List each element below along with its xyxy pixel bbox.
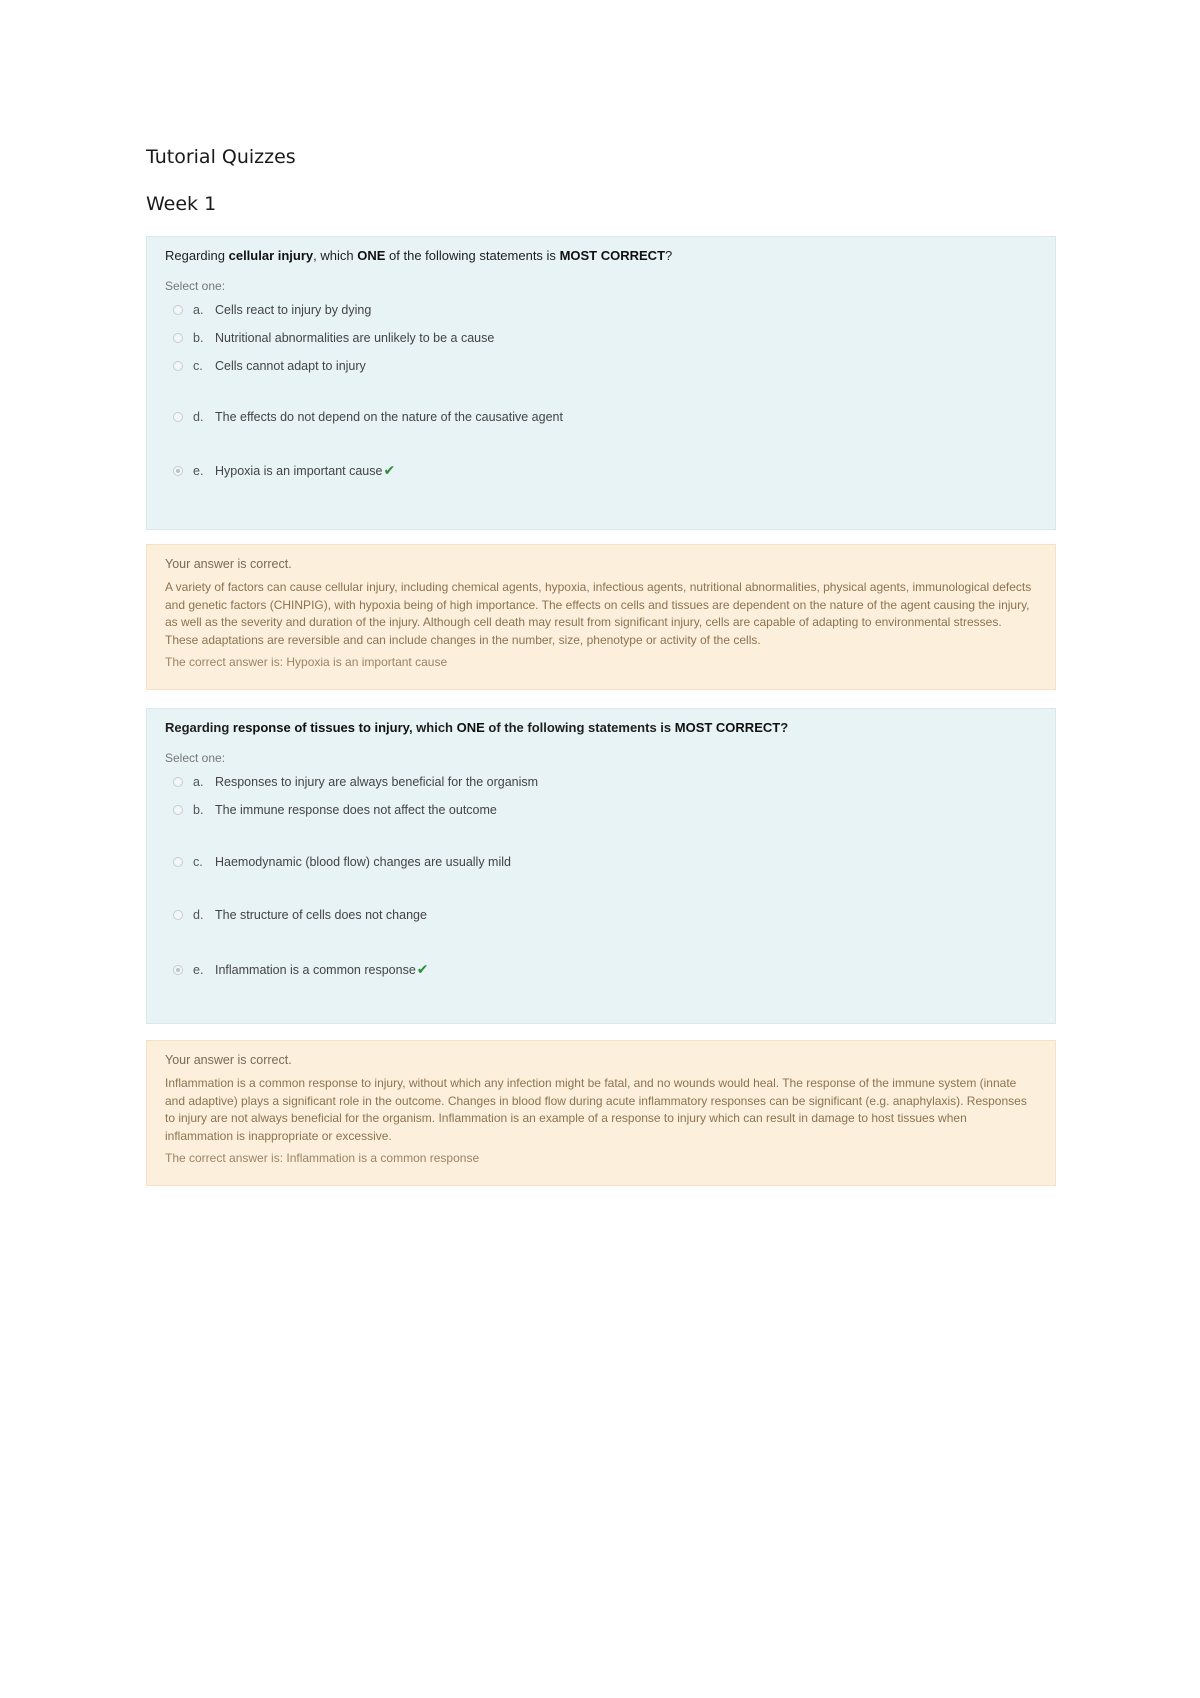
question-text: Regarding response of tissues to injury, which ONE of the following statements is MOST CORRECT?: [165, 720, 789, 735]
option-text: The effects do not depend on the nature of the causative agent: [215, 410, 563, 424]
feedback-explanation: A variety of factors can cause cellular injury, including chemical agents, hypoxia, infectious agents, nutritional abnormalities, physical agents, immunological defects and genetic factors (CHINPIG), with hypoxia being of high importance. The effects on cells and tissues are dependent on the nature of the agent causing the injury, as well as the severity and duration of the injury. Although cell death may result from significant injury, cells are capable of adapting to environmental stresses. These adaptations are reversible and can include changes in the number, size, phenotype or activity of the cells.: [165, 580, 1032, 647]
answer-option-e[interactable]: [173, 462, 395, 479]
check-icon: ✔: [383, 462, 396, 478]
document-subtitle: Week 1: [146, 193, 217, 215]
feedback-explanation: Inflammation is a common response to injury, without which any infection might be fatal, and no wounds would heal. The response of the immune system (innate and adaptive) plays a significant role in the outcome. Changes in blood flow during acute inflammatory responses can be significant (e.g. anaphylaxis). Responses to injury are not always beneficial for the organism. Inflammation is an example of a response to injury which can result in damage to host tissues when inflammation is inappropriate or excessive.: [165, 1076, 1027, 1143]
option-letter: a.: [193, 303, 204, 317]
radio-button[interactable]: [173, 333, 183, 343]
option-letter: c.: [193, 855, 203, 869]
option-letter: d.: [193, 908, 204, 922]
feedback-card-1: [146, 544, 1056, 690]
answer-option-b[interactable]: [173, 803, 497, 817]
radio-button[interactable]: [173, 805, 183, 815]
radio-button[interactable]: [173, 777, 183, 787]
check-icon: ✔: [416, 961, 429, 977]
option-letter: d.: [193, 410, 204, 424]
document-title: Tutorial Quizzes: [146, 146, 296, 168]
radio-button[interactable]: [173, 910, 183, 920]
option-text: Hypoxia is an important cause: [215, 463, 383, 478]
radio-button[interactable]: [173, 412, 183, 422]
option-letter: e.: [193, 962, 204, 977]
option-letter: e.: [193, 463, 204, 478]
question-card-2: [146, 708, 1056, 1024]
radio-button[interactable]: [173, 857, 183, 867]
select-prompt: Select one:: [165, 279, 226, 293]
answer-option-a[interactable]: [173, 775, 538, 789]
option-text: Haemodynamic (blood flow) changes are usually mild: [215, 855, 511, 869]
answer-option-d[interactable]: [173, 908, 427, 922]
select-prompt: Select one:: [165, 751, 226, 765]
option-text: Responses to injury are always beneficial for the organism: [215, 775, 539, 789]
radio-button-selected[interactable]: [173, 965, 183, 975]
answer-option-c[interactable]: [173, 359, 366, 373]
answer-option-c[interactable]: [173, 855, 511, 869]
correct-answer-text: The correct answer is: Hypoxia is an important cause: [165, 655, 448, 669]
question-card-1: [146, 236, 1056, 530]
radio-button[interactable]: [173, 305, 183, 315]
option-text: Cells cannot adapt to injury: [215, 359, 366, 373]
feedback-status: Your answer is correct.: [165, 557, 292, 571]
option-text: Nutritional abnormalities are unlikely to be a cause: [215, 331, 495, 345]
option-letter: b.: [193, 331, 204, 345]
answer-option-e[interactable]: [173, 961, 429, 978]
feedback-status: Your answer is correct.: [165, 1053, 292, 1067]
option-text: Inflammation is a common response: [215, 962, 416, 977]
answer-option-d[interactable]: [173, 410, 563, 424]
radio-button-selected[interactable]: [173, 466, 183, 476]
radio-button[interactable]: [173, 361, 183, 371]
option-letter: c.: [193, 359, 203, 373]
answer-option-b[interactable]: [173, 331, 494, 345]
option-text: The immune response does not affect the outcome: [215, 803, 497, 817]
option-text: Cells react to injury by dying: [215, 303, 372, 317]
feedback-card-2: [146, 1040, 1056, 1186]
option-letter: a.: [193, 775, 204, 789]
option-text: The structure of cells does not change: [215, 908, 427, 922]
correct-answer-text: The correct answer is: Inflammation is a common response: [165, 1151, 480, 1165]
question-text: Regarding cellular injury, which ONE of the following statements is MOST CORRECT?: [165, 248, 673, 263]
answer-option-a[interactable]: [173, 303, 371, 317]
option-letter: b.: [193, 803, 204, 817]
